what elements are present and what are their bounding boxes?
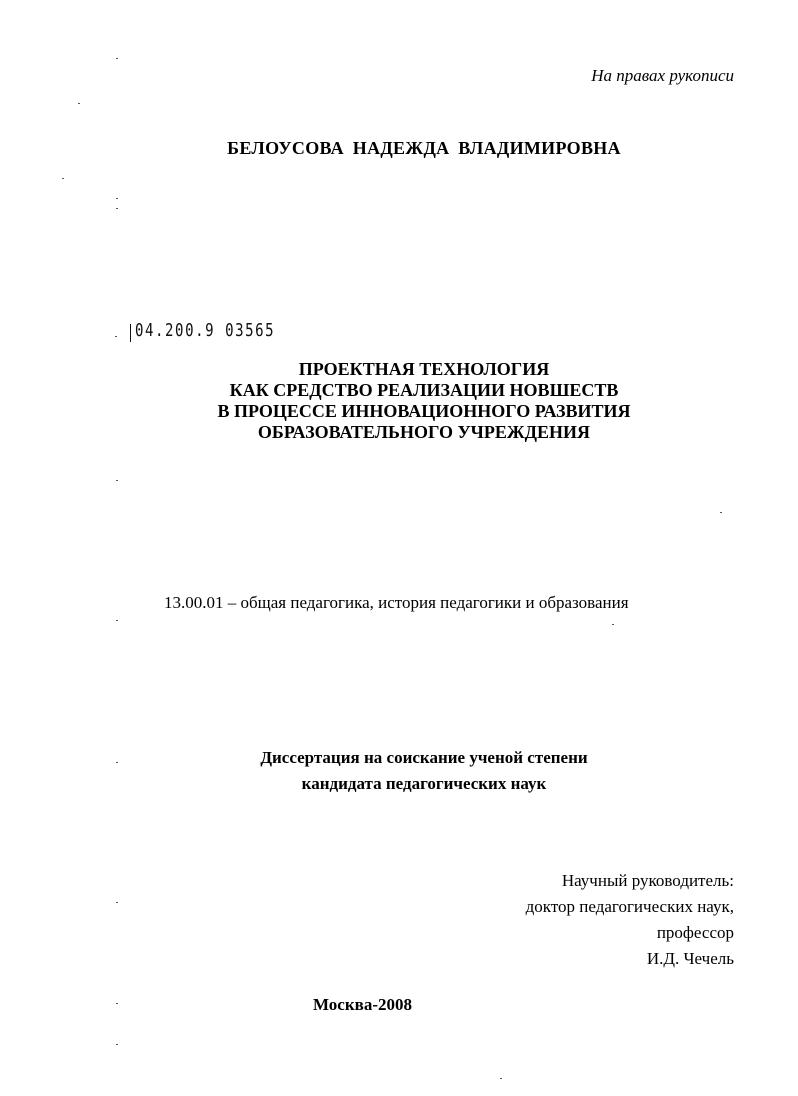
title-line: ОБРАЗОВАТЕЛЬНОГО УЧРЕЖДЕНИЯ (257, 422, 591, 442)
scan-speck (116, 762, 118, 763)
scan-speck (116, 198, 118, 199)
scan-speck (116, 1044, 118, 1045)
dissertation-title (0, 359, 798, 443)
degree-line: кандидата педагогических наук (301, 774, 547, 793)
title-line: КАК СРЕДСТВО РЕАЛИЗАЦИИ НОВШЕСТВ (229, 380, 619, 400)
scan-speck (78, 103, 80, 104)
supervisor-block (526, 868, 734, 972)
scan-speck (612, 624, 614, 625)
scan-speck (62, 178, 64, 179)
supervisor-line: Научный руководитель: (561, 871, 734, 890)
supervisor-line: И.Д. Чечель (646, 949, 734, 968)
supervisor-line: доктор педагогических наук, (525, 897, 734, 916)
registration-code: 04.200.9 03565 (135, 320, 276, 341)
scan-speck (116, 1003, 118, 1004)
scan-speck (116, 208, 118, 209)
scan-speck (720, 512, 722, 513)
specialty-code: 13.00.01 – общая педагогика, история педагогики и образования (164, 593, 629, 612)
title-line: ПРОЕКТНАЯ ТЕХНОЛОГИЯ (298, 359, 550, 379)
registration-code-mark (130, 324, 131, 342)
degree-statement (0, 745, 798, 797)
author-name: БЕЛОУСОВА НАДЕЖДА ВЛАДИМИРОВНА (227, 138, 621, 158)
scan-speck (116, 58, 118, 59)
title-line: В ПРОЦЕССЕ ИННОВАЦИОННОГО РАЗВИТИЯ (217, 401, 631, 421)
scan-speck (116, 620, 118, 621)
degree-line: Диссертация на соискание ученой степени (260, 748, 588, 767)
rights-note: На правах рукописи (591, 66, 734, 85)
scan-speck (116, 902, 118, 903)
scan-speck (115, 336, 117, 337)
city-year: Москва-2008 (312, 995, 412, 1014)
supervisor-line: профессор (656, 923, 734, 942)
scan-speck (116, 480, 118, 481)
scan-speck (500, 1078, 502, 1079)
